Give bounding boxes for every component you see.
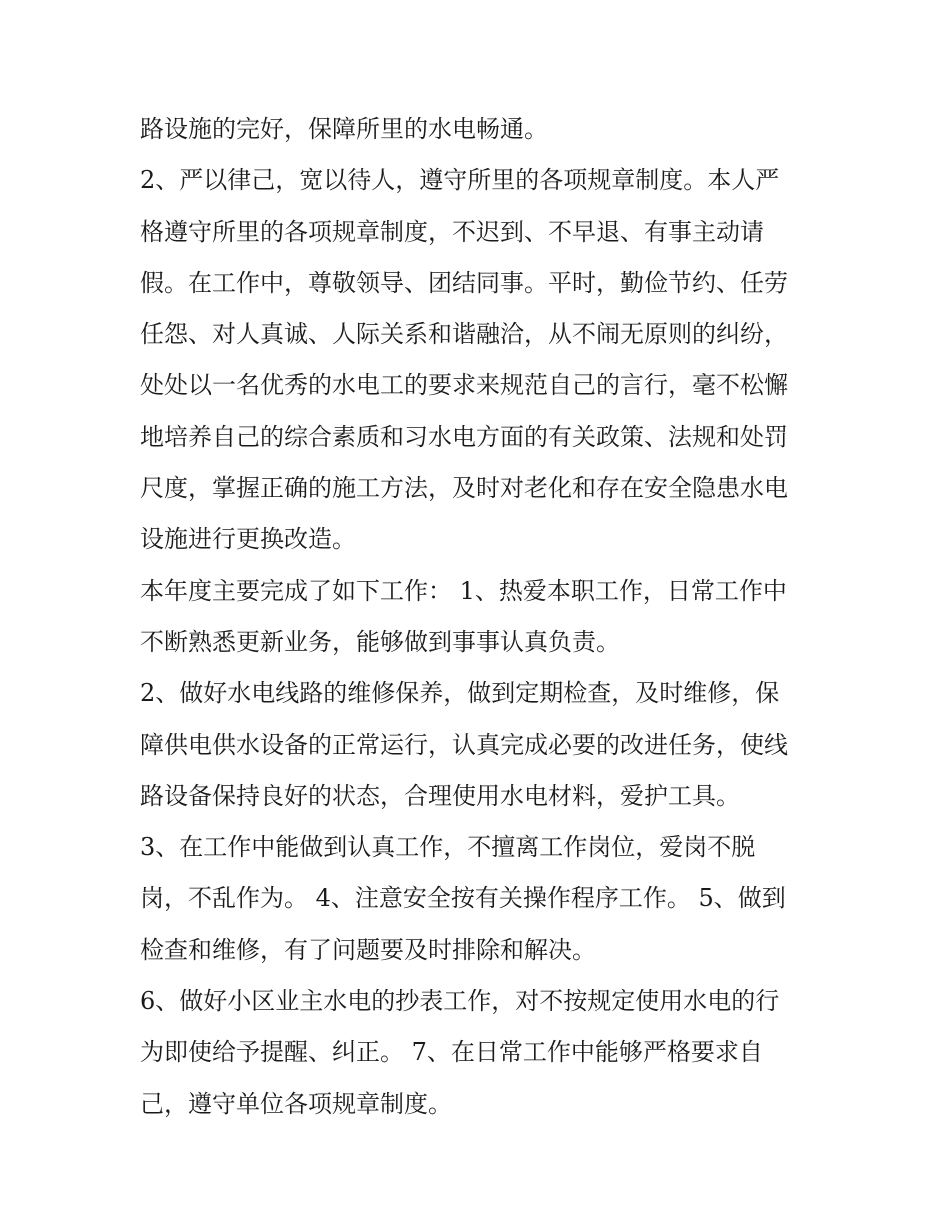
text-line: 设施进行更换改造。 [140, 525, 356, 554]
body-text [140, 104, 820, 1130]
text-line: 6、做好小区业主水电的抄表工作，对不按规定使用水电的行 [140, 987, 780, 1016]
text-line: 处处以一名优秀的水电工的要求来规范自己的言行，毫不松懈 [140, 371, 788, 400]
text-line: 为即使给予提醒、纠正。 7、在日常工作中能够严格要求自 [140, 1038, 763, 1067]
text-line: 2、做好水电线路的维修保养，做到定期检查，及时维修，保 [140, 679, 780, 708]
text-line: 路设备保持良好的状态，合理使用水电材料，爱护工具。 [140, 781, 740, 810]
text-line: 地培养自己的综合素质和习水电方面的有关政策、法规和处罚 [140, 422, 788, 451]
text-line: 本年度主要完成了如下工作： 1、热爱本职工作，日常工作中 [140, 576, 787, 605]
text-line: 不断熟悉更新业务，能够做到事事认真负责。 [140, 627, 620, 656]
text-line: 己，遵守单位各项规章制度。 [140, 1089, 452, 1118]
text-line: 3、在工作中能做到认真工作，不擅离工作岗位，爱岗不脱 [140, 833, 756, 862]
text-line: 2、严以律己，宽以待人，遵守所里的各项规章制度。本人严 [140, 166, 780, 195]
text-line: 障供电供水设备的正常运行，认真完成必要的改进任务，使线 [140, 730, 788, 759]
text-line: 假。在工作中，尊敬领导、团结同事。平时，勤俭节约、任劳 [140, 268, 788, 297]
text-line: 岗，不乱作为。 4、注意安全按有关操作程序工作。 5、做到 [140, 884, 786, 913]
text-line: 格遵守所里的各项规章制度，不迟到、不早退、有事主动请 [140, 217, 764, 246]
text-line: 检查和维修，有了问题要及时排除和解决。 [140, 935, 596, 964]
text-line: 尺度，掌握正确的施工方法，及时对老化和存在安全隐患水电 [140, 474, 788, 503]
text-line: 路设施的完好，保障所里的水电畅通。 [140, 115, 548, 143]
text-line: 任怨、对人真诚、人际关系和谐融洽，从不闹无原则的纠纷， [140, 320, 788, 349]
